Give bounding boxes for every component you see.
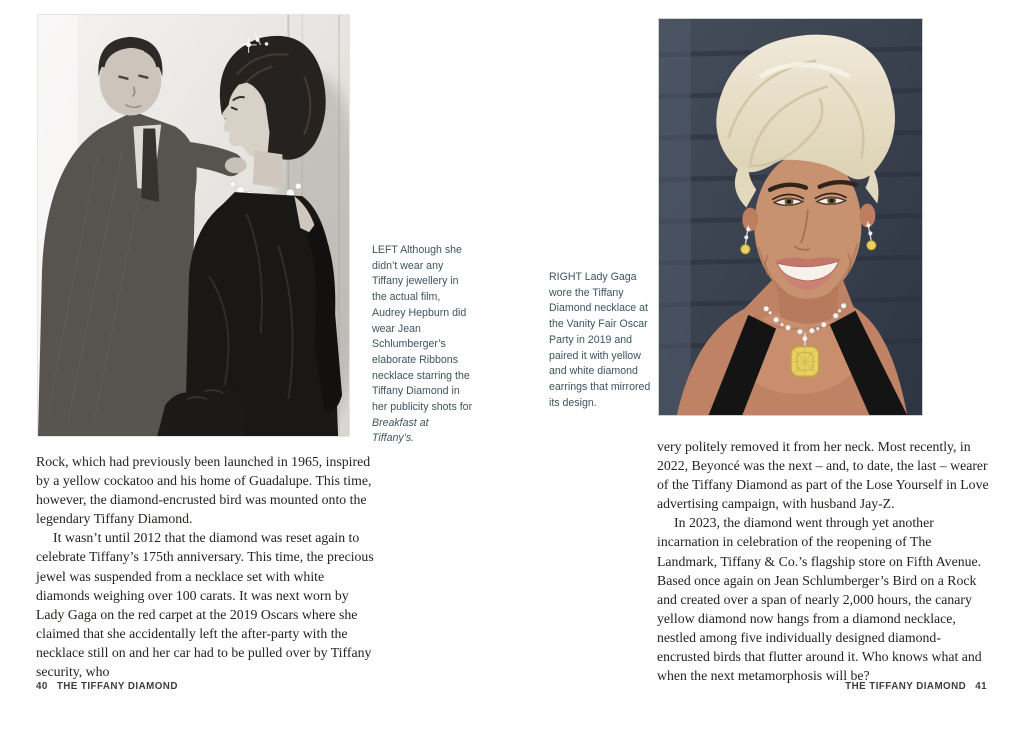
right-running-title: THE TIFFANY DIAMOND bbox=[845, 681, 967, 692]
right-page-footer bbox=[845, 681, 987, 692]
left-page-footer bbox=[36, 681, 178, 692]
audrey-photo-illustration bbox=[38, 15, 349, 436]
yellow-diamond-pendant bbox=[791, 347, 819, 377]
left-photo-caption bbox=[372, 243, 473, 447]
audrey-hepburn-photo bbox=[37, 14, 350, 437]
right-body-paragraph-2: In 2023, the diamond went through yet another incarnation in celebration of the reopening of The Landmark, Tiffany & Co.’s flagship store on Fifth Avenue. Based once again on Jean Schlumberger’s Bird on a Rock and created over a span of nearly 2,000 hours, the canary yellow diamond now hangs from a diamond necklace, nestled among five individually designed diamond-encrusted birds that flutter around it. Who knows what and when the next metamorphosis will be? bbox=[657, 515, 982, 684]
right-caption-text: RIGHT Lady Gaga wore the Tiffany Diamond necklace at the Vanity Fair Oscar Party in 2019 and paired it with yellow and white diamond earrings that mirrored its design. bbox=[549, 271, 651, 409]
left-caption-book-title: Breakfast at Tiffany’s. bbox=[372, 416, 429, 445]
left-page-number: 40 bbox=[36, 681, 48, 692]
right-page-body bbox=[657, 437, 993, 685]
left-running-title: THE TIFFANY DIAMOND bbox=[56, 681, 178, 692]
left-page-body bbox=[36, 452, 376, 681]
right-page-number: 41 bbox=[975, 681, 987, 692]
gaga-photo-illustration bbox=[659, 19, 922, 415]
lady-gaga-photo bbox=[658, 18, 923, 416]
right-photo-caption bbox=[549, 270, 655, 411]
left-body-paragraph-1: Rock, which had previously been launched in 1965, inspired by a yellow cockatoo and his home of Guadalupe. This time, however, the diamond-encrusted bird was mounted onto the legendary Tiffany Diamond. bbox=[36, 454, 372, 527]
left-caption-text: LEFT Although she didn’t wear any Tiffany jewellery in the actual film, Audrey Hepburn did wear Jean Schlumberger’s elaborate Ribbons necklace starring the Tiffany Diamond in her publicity shots for bbox=[372, 244, 473, 414]
left-body-paragraph-2: It wasn’t until 2012 that the diamond was reset again to celebrate Tiffany’s 175th anniversary. This time, the precious jewel was suspended from a necklace set with white diamonds weighing over 100 carats. It was next worn by Lady Gaga on the red carpet at the 2019 Oscars where she claimed that she accidentally left the after-party with the necklace still on and her car had to be pulled over by Tiffany security, who bbox=[36, 530, 374, 680]
right-body-paragraph-1: very politely removed it from her neck. Most recently, in 2022, Beyoncé was the next – and, to date, the last – wearer of the Tiffany Diamond as part of the Lose Yourself in Love advertising campaign, with husband Jay-Z. bbox=[657, 439, 989, 512]
